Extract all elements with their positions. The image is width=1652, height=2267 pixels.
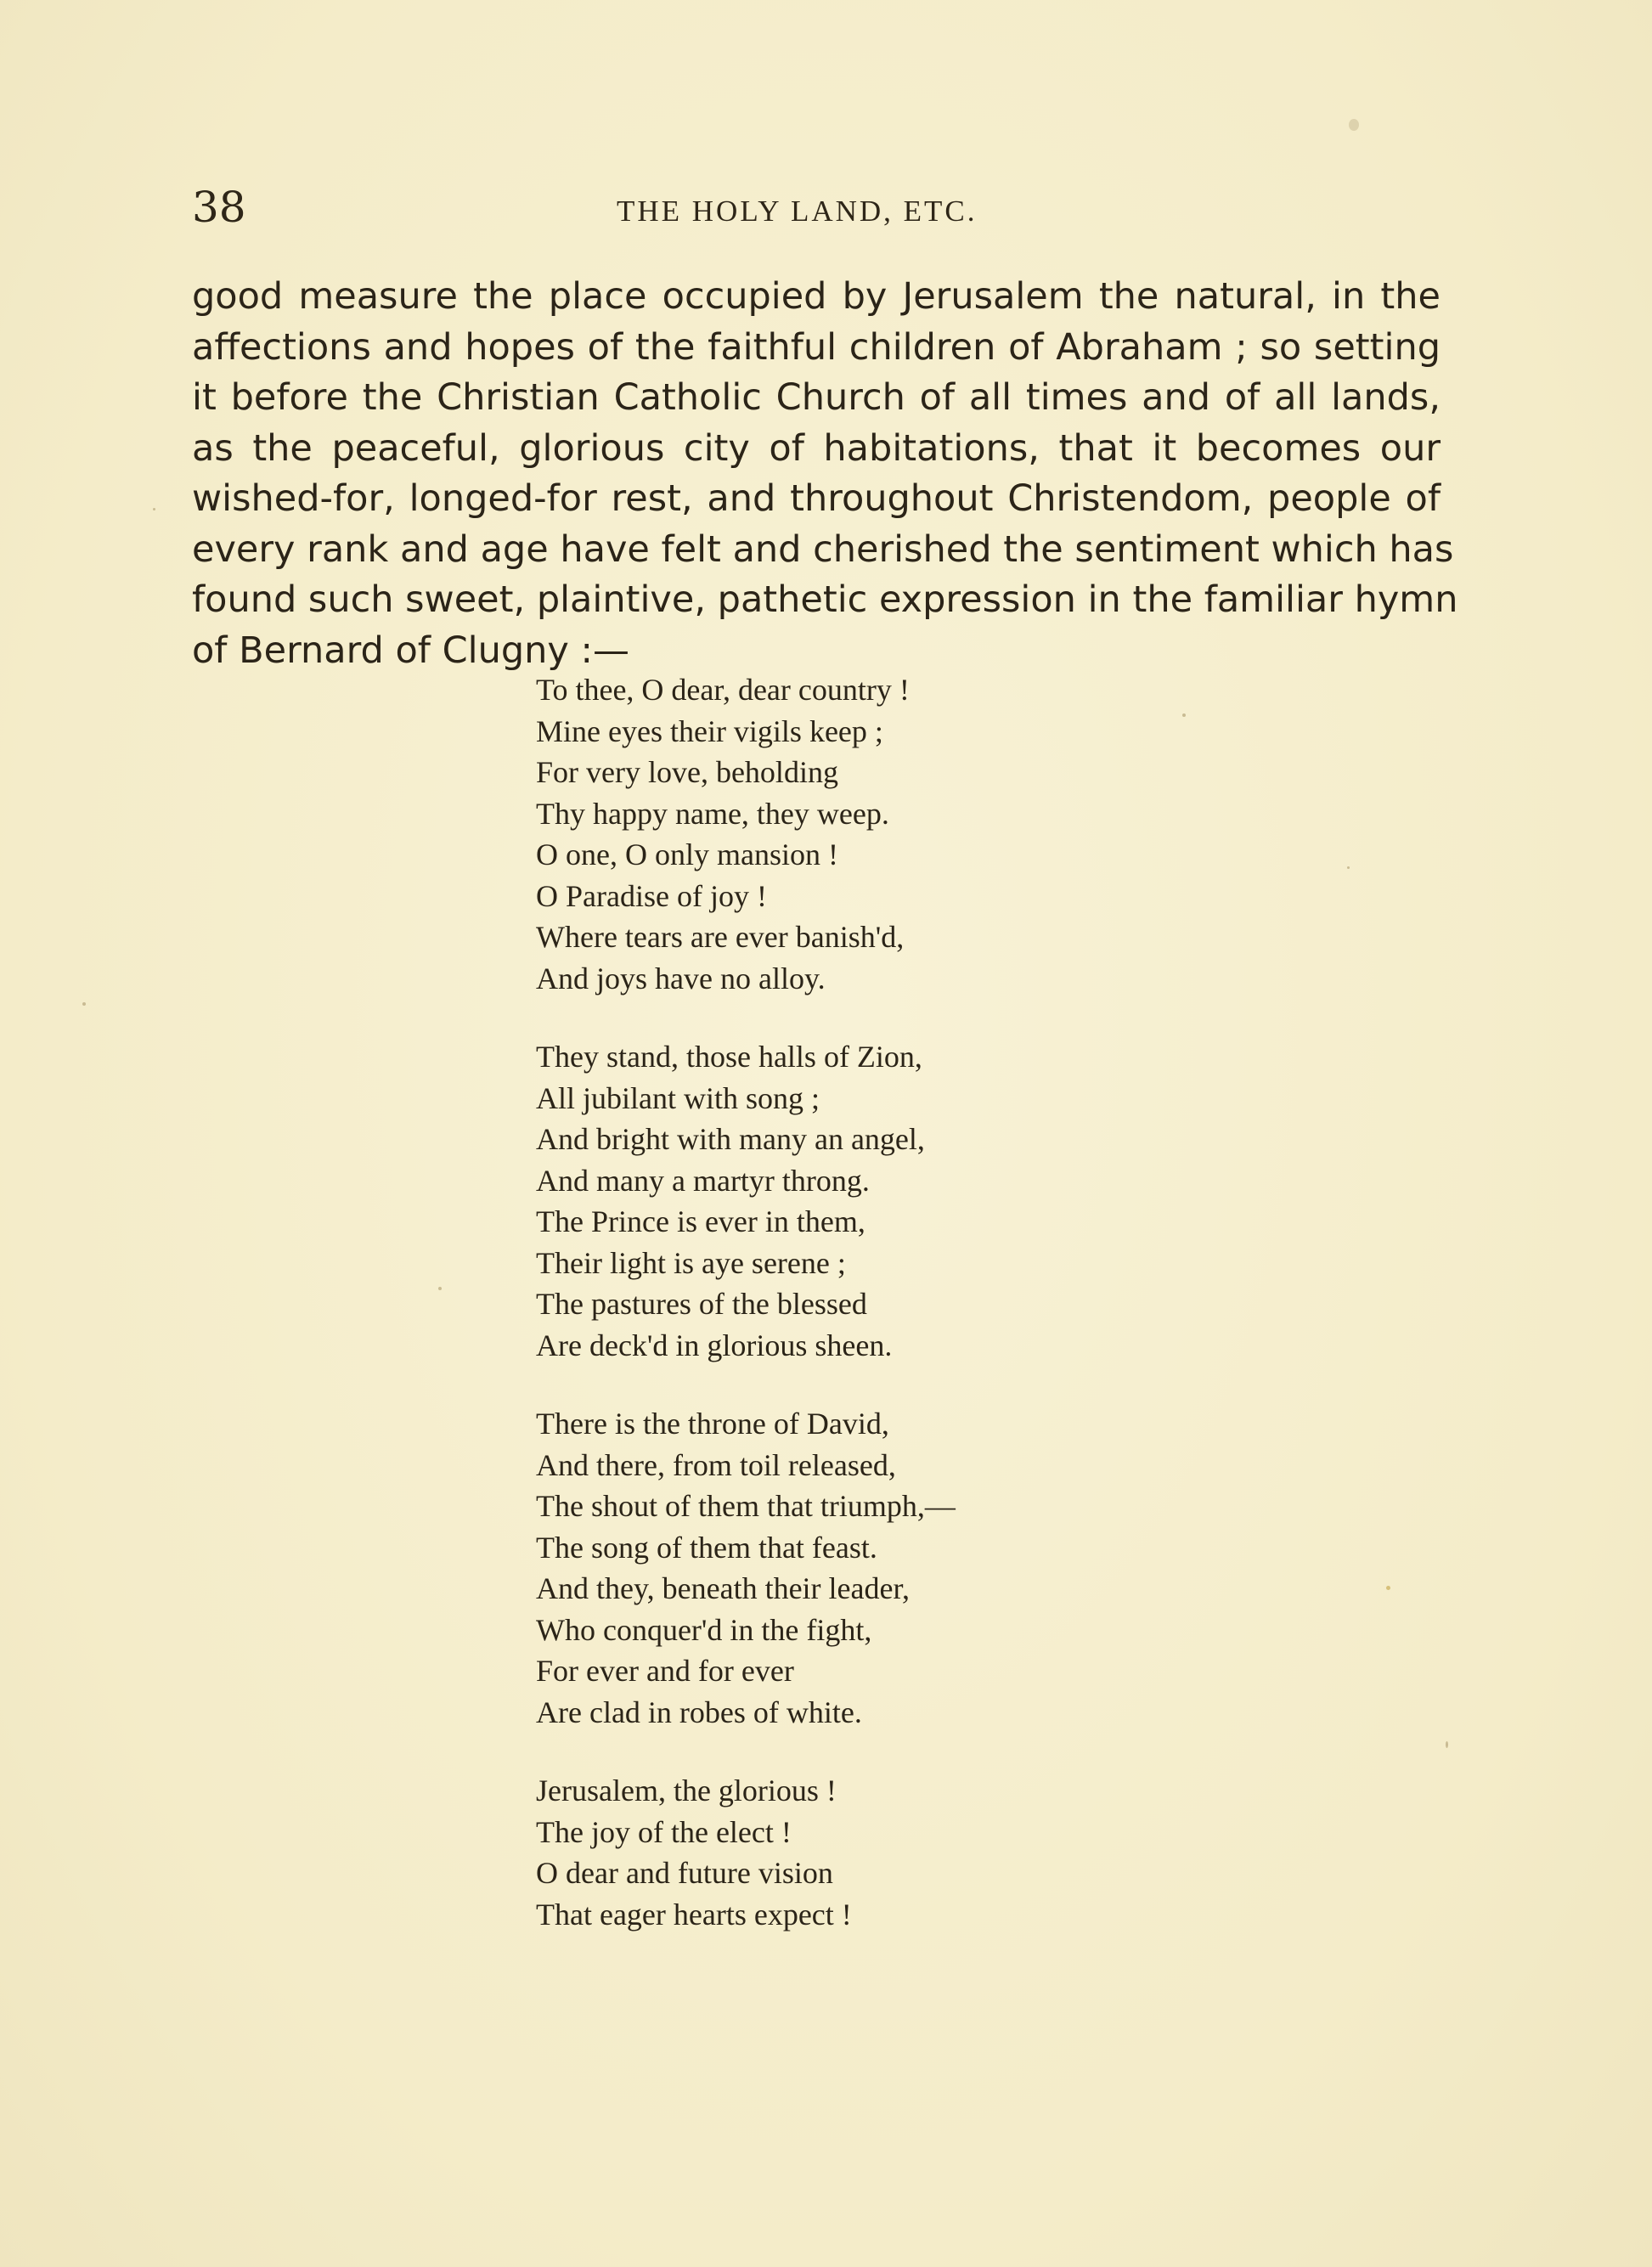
verse-line: They stand, those halls of Zion, [536, 1040, 922, 1074]
paper-speck [1446, 1741, 1448, 1748]
verse-line: And there, from toil released, [536, 1447, 896, 1482]
verse-line: Are clad in robes of white. [536, 1695, 862, 1729]
prose-line: of Bernard of Clugny :— [192, 629, 629, 672]
stanza-2 [536, 1036, 1147, 1366]
verse-line: And they, beneath their leader, [536, 1571, 911, 1605]
stanza-3 [536, 1403, 1147, 1733]
verse-line: The shout of them that triumph,— [536, 1489, 956, 1523]
prose-paragraph [192, 272, 1458, 676]
paper-speck [1349, 119, 1359, 131]
verse-line: Where tears are ever banish'd, [536, 920, 905, 954]
verse-line: Who conquer'd in the fight, [536, 1612, 872, 1647]
verse-line: The joy of the elect ! [536, 1814, 792, 1849]
page-number: 38 [192, 183, 246, 232]
verse-line: That eager hearts expect ! [536, 1897, 852, 1931]
verse-line: And many a martyr throng. [536, 1163, 870, 1198]
running-head: THE HOLY LAND, ETC. [617, 195, 978, 228]
verse-line: The song of them that feast. [536, 1530, 877, 1565]
verse-line: Are deck'd in glorious sheen. [536, 1328, 893, 1362]
verse-line: To thee, O dear, dear country ! [536, 673, 910, 707]
stanza-4 [536, 1770, 1147, 1935]
prose-line: it before the Christian Catholic Church of all times and of all lands, [192, 376, 1441, 419]
prose-line: every rank and age have felt and cherished the sentiment which has [192, 527, 1454, 571]
paper-speck [1347, 866, 1350, 869]
paper-speck [1386, 1586, 1390, 1590]
verse-line: The pastures of the blessed [536, 1287, 867, 1321]
verse-line: Their light is aye serene ; [536, 1245, 846, 1280]
prose-line: found such sweet, plaintive, pathetic expression in the familiar hymn [192, 578, 1458, 621]
verse-line: For ever and for ever [536, 1654, 794, 1688]
page-header [192, 183, 1432, 242]
paper-speck [1182, 713, 1186, 717]
prose-line: wished-for, longed-for rest, and throughout Christendom, people of [192, 477, 1441, 520]
verse-line: And bright with many an angel, [536, 1122, 925, 1156]
prose-line: good measure the place occupied by Jerusalem the natural, in the [192, 275, 1441, 318]
verse-line: O Paradise of joy ! [536, 878, 767, 913]
verse-line: There is the throne of David, [536, 1407, 889, 1441]
prose-line: affections and hopes of the faithful children of Abraham ; so setting [192, 325, 1441, 369]
stanza-1 [536, 669, 1147, 999]
verse-line: Thy happy name, they weep. [536, 796, 889, 831]
verse-line: O one, O only mansion ! [536, 837, 838, 871]
paper-speck [82, 1002, 86, 1006]
verse-line: O dear and future vision [536, 1856, 833, 1890]
verse-line: The Prince is ever in them, [536, 1204, 865, 1238]
verse-line: Jerusalem, the glorious ! [536, 1774, 837, 1807]
paper-speck [438, 1287, 442, 1290]
verse-line: All jubilant with song ; [536, 1080, 820, 1115]
hymn [536, 669, 1147, 1972]
verse-line: For very love, beholding [536, 755, 838, 789]
prose-line: as the peaceful, glorious city of habitations, that it becomes our [192, 426, 1441, 470]
verse-line: Mine eyes their vigils keep ; [536, 713, 883, 748]
paper-speck [153, 508, 155, 510]
verse-line: And joys have no alloy. [536, 961, 826, 995]
